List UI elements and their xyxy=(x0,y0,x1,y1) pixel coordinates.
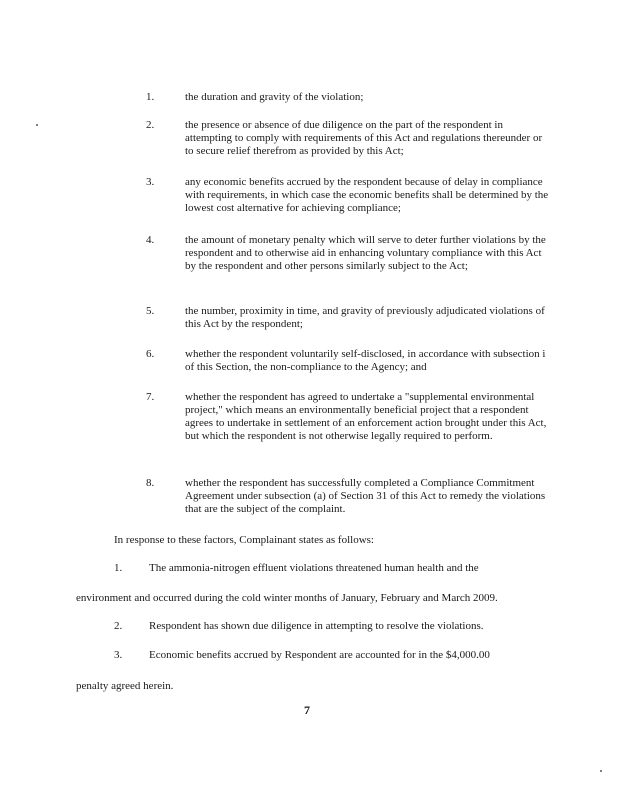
factor-number: 3. xyxy=(146,176,155,188)
response-intro: In response to these factors, Complainant states as follows: xyxy=(114,534,374,546)
factor-text: the number, proximity in time, and gravity of previously adjudicated violations of this Act by the respondent; xyxy=(185,305,545,330)
factor-number: 8. xyxy=(146,477,155,489)
factor-text: the presence or absence of due diligence on the part of the respondent in attempting to comply with requirements of this Act and regulations thereunder or to secure relief therefrom as provided by this Act; xyxy=(185,119,543,157)
scan-speck xyxy=(36,124,38,126)
response-1-line-2: environment and occurred during the cold winter months of January, February and March 2009. xyxy=(76,592,498,604)
response-2-line-1: Respondent has shown due diligence in attempting to resolve the violations. xyxy=(149,620,484,632)
factor-text: any economic benefits accrued by the respondent because of delay in compliance with requirements, in which case the economic benefits shall be determined by the lowest cost alternative for achieving compliance; xyxy=(185,176,549,214)
factor-text: the amount of monetary penalty which will serve to deter further violations by the respondent and to otherwise aid in enhancing voluntary compliance with this Act by the respondent and other persons similarly subject to the Act; xyxy=(185,234,546,272)
factor-number: 7. xyxy=(146,391,155,403)
factor-number: 1. xyxy=(146,91,155,103)
factor-number: 2. xyxy=(146,119,155,131)
factor-text: whether the respondent has agreed to undertake a "supplemental environmental project," which means an environmentally beneficial project that a respondent agrees to undertake in settlement of an enforcement action brought under this Act, but which the respondent is not otherwise legally required to perform. xyxy=(185,391,547,442)
factor-number: 6. xyxy=(146,348,155,360)
response-number: 1. xyxy=(114,562,123,574)
response-3-line-1: Economic benefits accrued by Respondent are accounted for in the $4,000.00 xyxy=(149,649,490,661)
factor-text: the duration and gravity of the violation; xyxy=(185,91,364,103)
factor-text: whether the respondent voluntarily self-disclosed, in accordance with subsection i of this Section, the non-compliance to the Agency; and xyxy=(185,348,546,373)
response-number: 3. xyxy=(114,649,123,661)
scan-speck xyxy=(600,770,602,772)
page-number: 7 xyxy=(304,703,310,717)
response-number: 2. xyxy=(114,620,123,632)
response-1-line-1: The ammonia-nitrogen effluent violations threatened human health and the xyxy=(149,562,479,574)
factor-number: 4. xyxy=(146,234,155,246)
factor-number: 5. xyxy=(146,305,155,317)
response-3-line-2: penalty agreed herein. xyxy=(76,680,174,692)
factor-text: whether the respondent has successfully completed a Compliance Commitment Agreement under subsection (a) of Section 31 of this Act to remedy the violations that are the subject of the complaint. xyxy=(185,477,546,515)
